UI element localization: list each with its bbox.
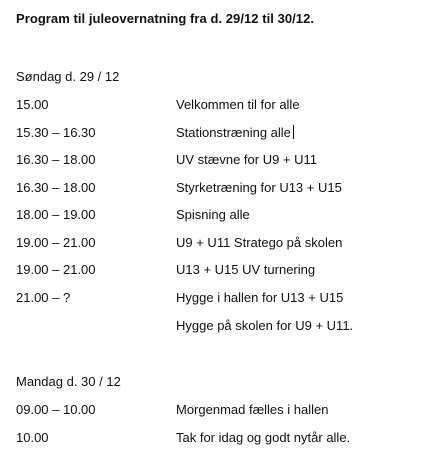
row-activity: Morgenmad fælles i hallen <box>176 402 329 417</box>
row-activity: Stationstræning alle <box>176 125 291 140</box>
row-time: 16.30 – 18.00 <box>16 152 96 167</box>
row-activity: Hygge på skolen for U9 + U11. <box>176 318 354 333</box>
schedule-row <box>0 207 423 225</box>
schedule-row <box>0 152 423 170</box>
schedule-row <box>0 235 423 253</box>
row-activity-with-caret[interactable] <box>176 125 294 140</box>
row-activity: Tak for idag og godt nytår alle. <box>176 430 351 445</box>
row-time: 10.00 <box>16 430 49 445</box>
row-time: 16.30 – 18.00 <box>16 180 96 195</box>
schedule-row <box>0 430 423 448</box>
schedule-row <box>0 290 423 308</box>
schedule-row <box>0 262 423 280</box>
schedule-row <box>0 97 423 115</box>
schedule-row <box>0 125 423 143</box>
row-time: 19.00 – 21.00 <box>16 235 96 250</box>
row-time: 15.00 <box>16 97 49 112</box>
row-time: 21.00 – ? <box>16 290 71 305</box>
row-activity: U9 + U11 Stratego på skolen <box>176 235 343 250</box>
document-title: Program til juleovernatning fra d. 29/12 til 30/12. <box>16 11 315 26</box>
row-time: 15.30 – 16.30 <box>16 125 96 140</box>
row-time: 18.00 – 19.00 <box>16 207 96 222</box>
day-heading-sunday: Søndag d. 29 / 12 <box>16 69 120 84</box>
row-activity: U13 + U15 UV turnering <box>176 262 316 277</box>
schedule-row <box>0 318 423 336</box>
schedule-row <box>0 180 423 198</box>
row-activity: Spisning alle <box>176 207 250 222</box>
day-heading-monday: Mandag d. 30 / 12 <box>16 374 121 389</box>
schedule-row <box>0 402 423 420</box>
row-activity: Hygge i hallen for U13 + U15 <box>176 290 344 305</box>
row-time: 09.00 – 10.00 <box>16 402 96 417</box>
row-time: 19.00 – 21.00 <box>16 262 96 277</box>
row-activity: UV stævne for U9 + U11 <box>176 152 318 167</box>
row-activity: Styrketræning for U13 + U15 <box>176 180 342 195</box>
row-activity: Velkommen til for alle <box>176 97 300 112</box>
text-cursor-caret <box>293 125 294 139</box>
